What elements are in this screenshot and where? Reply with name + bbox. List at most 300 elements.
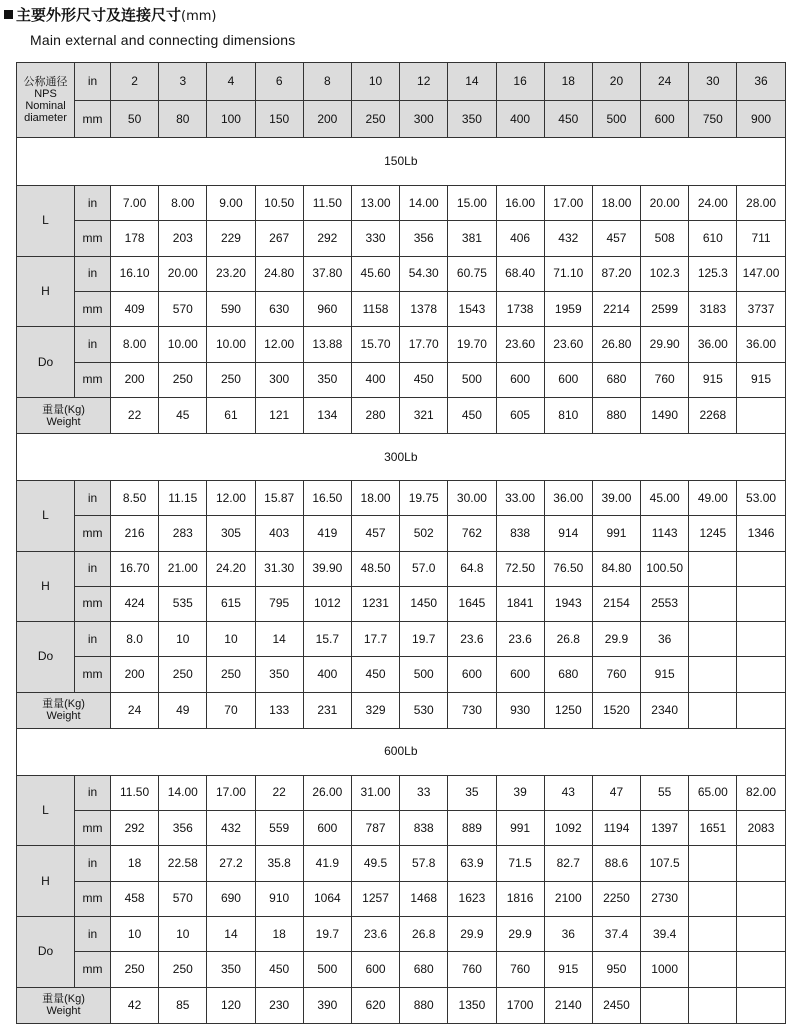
- unit-mm: mm: [75, 362, 111, 397]
- data-cell: 950: [592, 952, 640, 987]
- data-cell: 37.80: [303, 256, 351, 291]
- data-cell: 18.00: [592, 186, 640, 221]
- data-cell: [737, 952, 785, 987]
- data-cell: 991: [592, 516, 640, 551]
- table-row: [17, 101, 786, 137]
- data-cell: 12.00: [207, 480, 255, 515]
- data-cell: 24.00: [689, 186, 737, 221]
- data-cell: 8.00: [111, 327, 159, 362]
- data-cell: 450: [351, 657, 399, 692]
- weight-cell: 42: [111, 987, 159, 1023]
- data-cell: 216: [111, 516, 159, 551]
- nps-label-nps: NPS: [34, 87, 57, 100]
- nps-in-cell: 8: [303, 63, 351, 101]
- data-cell: 1645: [448, 586, 496, 621]
- data-cell: 1468: [400, 881, 448, 916]
- data-cell: 910: [255, 881, 303, 916]
- nps-in-cell: 6: [255, 63, 303, 101]
- data-cell: 36: [641, 622, 689, 657]
- weight-cell: 329: [351, 692, 399, 728]
- data-cell: 65.00: [689, 775, 737, 810]
- table-row: [17, 256, 786, 291]
- data-cell: 2100: [544, 881, 592, 916]
- weight-cell: 22: [111, 398, 159, 434]
- data-cell: 35: [448, 775, 496, 810]
- unit-mm: mm: [75, 586, 111, 621]
- data-cell: 2154: [592, 586, 640, 621]
- nps-in-cell: 36: [737, 63, 785, 101]
- data-cell: 600: [496, 657, 544, 692]
- data-cell: 500: [448, 362, 496, 397]
- data-cell: 30.00: [448, 480, 496, 515]
- data-cell: 600: [351, 952, 399, 987]
- table-row: [17, 551, 786, 586]
- data-cell: 600: [496, 362, 544, 397]
- data-cell: 71.10: [544, 256, 592, 291]
- data-cell: 457: [592, 221, 640, 256]
- table-row: [17, 327, 786, 362]
- table-row: [17, 137, 786, 185]
- data-cell: 14.00: [159, 775, 207, 810]
- nps-in-cell: 18: [544, 63, 592, 101]
- data-cell: 9.00: [207, 186, 255, 221]
- data-cell: 1346: [737, 516, 785, 551]
- data-cell: 36.00: [689, 327, 737, 362]
- weight-label-cn: 重量(Kg): [42, 993, 85, 1006]
- data-cell: [737, 916, 785, 951]
- data-cell: 49.5: [351, 846, 399, 881]
- data-cell: 915: [544, 952, 592, 987]
- data-cell: 31.30: [255, 551, 303, 586]
- data-cell: 1816: [496, 881, 544, 916]
- nps-in-cell: 10: [351, 63, 399, 101]
- data-cell: 33: [400, 775, 448, 810]
- table-row: [17, 952, 786, 987]
- data-cell: 125.3: [689, 256, 737, 291]
- data-cell: 1257: [351, 881, 399, 916]
- unit-mm: mm: [75, 657, 111, 692]
- unit-in: in: [75, 846, 111, 881]
- data-cell: 914: [544, 516, 592, 551]
- data-cell: 590: [207, 292, 255, 327]
- data-cell: 26.8: [544, 622, 592, 657]
- data-cell: 20.00: [159, 256, 207, 291]
- data-cell: 100.50: [641, 551, 689, 586]
- data-cell: 39.4: [641, 916, 689, 951]
- data-cell: 250: [207, 362, 255, 397]
- data-cell: 1158: [351, 292, 399, 327]
- nps-in-cell: 3: [159, 63, 207, 101]
- unit-mm: mm: [75, 810, 111, 845]
- weight-cell: 2340: [641, 692, 689, 728]
- data-cell: 2599: [641, 292, 689, 327]
- data-cell: 610: [689, 221, 737, 256]
- data-cell: 381: [448, 221, 496, 256]
- square-bullet-icon: [4, 10, 13, 19]
- data-cell: 8.0: [111, 622, 159, 657]
- data-cell: 39.90: [303, 551, 351, 586]
- data-cell: 16.70: [111, 551, 159, 586]
- data-cell: 16.50: [303, 480, 351, 515]
- data-cell: 17.00: [207, 775, 255, 810]
- data-cell: 8.50: [111, 480, 159, 515]
- data-cell: 570: [159, 881, 207, 916]
- nps-in-cell: 16: [496, 63, 544, 101]
- row-label-do: Do: [17, 622, 75, 693]
- data-cell: 23.20: [207, 256, 255, 291]
- data-cell: 45.00: [641, 480, 689, 515]
- data-cell: [737, 846, 785, 881]
- data-cell: 36.00: [737, 327, 785, 362]
- data-cell: 305: [207, 516, 255, 551]
- unit-in: in: [75, 186, 111, 221]
- data-cell: 26.8: [400, 916, 448, 951]
- weight-cell: [737, 692, 785, 728]
- data-cell: 250: [159, 952, 207, 987]
- data-cell: 502: [400, 516, 448, 551]
- data-cell: 356: [400, 221, 448, 256]
- data-cell: 787: [351, 810, 399, 845]
- table-row: [17, 480, 786, 515]
- weight-cell: [737, 987, 785, 1023]
- pressure-class-heading: 150Lb: [17, 137, 786, 185]
- data-cell: 10.50: [255, 186, 303, 221]
- data-cell: 680: [544, 657, 592, 692]
- data-cell: [689, 622, 737, 657]
- unit-in: in: [75, 551, 111, 586]
- unit-in: in: [75, 327, 111, 362]
- data-cell: 1397: [641, 810, 689, 845]
- data-cell: 250: [159, 657, 207, 692]
- weight-cell: 120: [207, 987, 255, 1023]
- data-cell: 630: [255, 292, 303, 327]
- weight-cell: 810: [544, 398, 592, 434]
- data-cell: 350: [207, 952, 255, 987]
- data-cell: 12.00: [255, 327, 303, 362]
- data-cell: 24.80: [255, 256, 303, 291]
- weight-cell: 2268: [689, 398, 737, 434]
- data-cell: 53.00: [737, 480, 785, 515]
- data-cell: 23.6: [448, 622, 496, 657]
- unit-mm: mm: [75, 881, 111, 916]
- data-cell: 29.9: [448, 916, 496, 951]
- nps-label-en2: diameter: [24, 111, 67, 124]
- data-cell: 991: [496, 810, 544, 845]
- data-cell: 600: [448, 657, 496, 692]
- data-cell: 283: [159, 516, 207, 551]
- data-cell: 450: [400, 362, 448, 397]
- data-cell: 229: [207, 221, 255, 256]
- data-cell: 23.6: [496, 622, 544, 657]
- data-cell: 17.7: [351, 622, 399, 657]
- dimensions-table: [16, 62, 786, 1024]
- data-cell: 87.20: [592, 256, 640, 291]
- data-cell: 23.60: [496, 327, 544, 362]
- data-cell: 35.8: [255, 846, 303, 881]
- weight-cell: 45: [159, 398, 207, 434]
- title-unit: (mm): [181, 9, 217, 24]
- weight-cell: 730: [448, 692, 496, 728]
- data-cell: 147.00: [737, 256, 785, 291]
- data-cell: 403: [255, 516, 303, 551]
- data-cell: 600: [303, 810, 351, 845]
- data-cell: 1000: [641, 952, 689, 987]
- data-cell: 28.00: [737, 186, 785, 221]
- data-cell: 1143: [641, 516, 689, 551]
- nps-mm-cell: 80: [159, 101, 207, 137]
- data-cell: 680: [592, 362, 640, 397]
- data-cell: 36.00: [544, 480, 592, 515]
- unit-in: in: [75, 622, 111, 657]
- data-cell: 15.00: [448, 186, 496, 221]
- unit-in: in: [75, 916, 111, 951]
- row-label-h: H: [17, 256, 75, 327]
- data-cell: 3737: [737, 292, 785, 327]
- weight-cell: 530: [400, 692, 448, 728]
- data-cell: [737, 551, 785, 586]
- table-row: [17, 846, 786, 881]
- data-cell: 55: [641, 775, 689, 810]
- data-cell: 838: [400, 810, 448, 845]
- data-cell: 889: [448, 810, 496, 845]
- table-row: [17, 516, 786, 551]
- data-cell: 48.50: [351, 551, 399, 586]
- data-cell: 41.9: [303, 846, 351, 881]
- table-row: [17, 586, 786, 621]
- data-cell: 29.9: [592, 622, 640, 657]
- weight-cell: 450: [448, 398, 496, 434]
- unit-mm: mm: [75, 101, 111, 137]
- data-cell: 500: [400, 657, 448, 692]
- data-cell: 63.9: [448, 846, 496, 881]
- data-cell: 450: [255, 952, 303, 987]
- weight-cell: 133: [255, 692, 303, 728]
- nps-mm-cell: 300: [400, 101, 448, 137]
- data-cell: 47: [592, 775, 640, 810]
- nps-mm-cell: 450: [544, 101, 592, 137]
- row-label-do: Do: [17, 916, 75, 987]
- data-cell: [689, 846, 737, 881]
- nps-in-cell: 4: [207, 63, 255, 101]
- data-cell: 23.60: [544, 327, 592, 362]
- data-cell: 838: [496, 516, 544, 551]
- data-cell: 400: [351, 362, 399, 397]
- nps-mm-cell: 750: [689, 101, 737, 137]
- data-cell: 64.8: [448, 551, 496, 586]
- data-cell: 250: [207, 657, 255, 692]
- data-cell: 8.00: [159, 186, 207, 221]
- data-cell: 200: [111, 657, 159, 692]
- table-row: [17, 398, 786, 434]
- weight-label-en: Weight: [46, 415, 81, 428]
- weight-label-cn: 重量(Kg): [42, 698, 85, 711]
- data-cell: 39: [496, 775, 544, 810]
- data-cell: 2250: [592, 881, 640, 916]
- row-label-l: L: [17, 480, 75, 551]
- row-label-weight: [17, 398, 111, 434]
- row-label-l: L: [17, 775, 75, 846]
- nps-in-cell: 14: [448, 63, 496, 101]
- data-cell: 14.00: [400, 186, 448, 221]
- weight-cell: 1520: [592, 692, 640, 728]
- data-cell: 350: [255, 657, 303, 692]
- data-cell: 26.80: [592, 327, 640, 362]
- data-cell: 915: [689, 362, 737, 397]
- weight-cell: 61: [207, 398, 255, 434]
- data-cell: 267: [255, 221, 303, 256]
- data-cell: 18.00: [351, 480, 399, 515]
- data-cell: 178: [111, 221, 159, 256]
- data-cell: 10: [159, 916, 207, 951]
- weight-cell: 930: [496, 692, 544, 728]
- nps-in-cell: 20: [592, 63, 640, 101]
- data-cell: 457: [351, 516, 399, 551]
- data-cell: 1378: [400, 292, 448, 327]
- data-cell: 29.90: [641, 327, 689, 362]
- weight-cell: 230: [255, 987, 303, 1023]
- data-cell: 15.70: [351, 327, 399, 362]
- weight-cell: 70: [207, 692, 255, 728]
- data-cell: 1959: [544, 292, 592, 327]
- data-cell: 690: [207, 881, 255, 916]
- data-cell: 795: [255, 586, 303, 621]
- nps-header-label: [17, 63, 75, 138]
- nps-in-cell: 2: [111, 63, 159, 101]
- data-cell: 300: [255, 362, 303, 397]
- data-cell: 1064: [303, 881, 351, 916]
- data-cell: 13.00: [351, 186, 399, 221]
- title-cn-text: 主要外形尺寸及连接尺寸: [16, 6, 182, 24]
- weight-cell: 121: [255, 398, 303, 434]
- data-cell: 57.0: [400, 551, 448, 586]
- data-cell: [689, 551, 737, 586]
- data-cell: [737, 881, 785, 916]
- data-cell: 10: [159, 622, 207, 657]
- data-cell: 71.5: [496, 846, 544, 881]
- nps-mm-cell: 350: [448, 101, 496, 137]
- data-cell: 250: [159, 362, 207, 397]
- data-cell: 19.7: [303, 916, 351, 951]
- data-cell: 43: [544, 775, 592, 810]
- data-cell: 60.75: [448, 256, 496, 291]
- row-label-weight: [17, 987, 111, 1023]
- table-row: [17, 434, 786, 480]
- data-cell: 203: [159, 221, 207, 256]
- pressure-class-heading: 300Lb: [17, 434, 786, 480]
- data-cell: 88.6: [592, 846, 640, 881]
- nps-mm-cell: 500: [592, 101, 640, 137]
- data-cell: 19.75: [400, 480, 448, 515]
- data-cell: 10: [207, 622, 255, 657]
- weight-label-en: Weight: [46, 710, 81, 723]
- data-cell: 102.3: [641, 256, 689, 291]
- data-cell: 2214: [592, 292, 640, 327]
- data-cell: 600: [544, 362, 592, 397]
- table-row: [17, 987, 786, 1023]
- weight-cell: 880: [592, 398, 640, 434]
- weight-cell: 620: [351, 987, 399, 1023]
- data-cell: 432: [544, 221, 592, 256]
- data-cell: [689, 916, 737, 951]
- data-cell: 292: [303, 221, 351, 256]
- data-cell: 27.2: [207, 846, 255, 881]
- data-cell: 82.7: [544, 846, 592, 881]
- nps-in-cell: 30: [689, 63, 737, 101]
- data-cell: 10.00: [159, 327, 207, 362]
- data-cell: 36: [544, 916, 592, 951]
- data-cell: 508: [641, 221, 689, 256]
- data-cell: 1194: [592, 810, 640, 845]
- data-cell: 250: [111, 952, 159, 987]
- weight-cell: 2140: [544, 987, 592, 1023]
- data-cell: 1231: [351, 586, 399, 621]
- data-cell: 22.58: [159, 846, 207, 881]
- data-cell: 1092: [544, 810, 592, 845]
- data-cell: 419: [303, 516, 351, 551]
- data-cell: 16.10: [111, 256, 159, 291]
- weight-cell: 1350: [448, 987, 496, 1023]
- data-cell: 15.7: [303, 622, 351, 657]
- data-cell: 535: [159, 586, 207, 621]
- page-subtitle: Main external and connecting dimensions: [30, 32, 296, 48]
- data-cell: 11.15: [159, 480, 207, 515]
- data-cell: 54.30: [400, 256, 448, 291]
- data-cell: 49.00: [689, 480, 737, 515]
- nps-mm-cell: 100: [207, 101, 255, 137]
- data-cell: 350: [303, 362, 351, 397]
- nps-mm-cell: 400: [496, 101, 544, 137]
- data-cell: 760: [592, 657, 640, 692]
- data-cell: 1651: [689, 810, 737, 845]
- data-cell: 84.80: [592, 551, 640, 586]
- data-cell: 960: [303, 292, 351, 327]
- data-cell: 680: [400, 952, 448, 987]
- weight-cell: 134: [303, 398, 351, 434]
- data-cell: 22: [255, 775, 303, 810]
- data-cell: 7.00: [111, 186, 159, 221]
- data-cell: 2553: [641, 586, 689, 621]
- data-cell: 760: [496, 952, 544, 987]
- data-cell: 16.00: [496, 186, 544, 221]
- data-cell: 76.50: [544, 551, 592, 586]
- data-cell: 200: [111, 362, 159, 397]
- data-cell: 11.50: [303, 186, 351, 221]
- data-cell: 18: [111, 846, 159, 881]
- weight-cell: [689, 987, 737, 1023]
- data-cell: 1943: [544, 586, 592, 621]
- data-cell: [689, 881, 737, 916]
- data-cell: 760: [448, 952, 496, 987]
- weight-cell: 2450: [592, 987, 640, 1023]
- nps-mm-cell: 900: [737, 101, 785, 137]
- weight-cell: 321: [400, 398, 448, 434]
- data-cell: 14: [207, 916, 255, 951]
- data-cell: 13.88: [303, 327, 351, 362]
- row-label-h: H: [17, 551, 75, 622]
- data-cell: 915: [641, 657, 689, 692]
- data-cell: 1841: [496, 586, 544, 621]
- data-cell: 1623: [448, 881, 496, 916]
- data-cell: 1012: [303, 586, 351, 621]
- data-cell: 17.70: [400, 327, 448, 362]
- data-cell: 760: [641, 362, 689, 397]
- data-cell: 14: [255, 622, 303, 657]
- data-cell: 615: [207, 586, 255, 621]
- unit-in: in: [75, 256, 111, 291]
- data-cell: 33.00: [496, 480, 544, 515]
- data-cell: 292: [111, 810, 159, 845]
- data-cell: 356: [159, 810, 207, 845]
